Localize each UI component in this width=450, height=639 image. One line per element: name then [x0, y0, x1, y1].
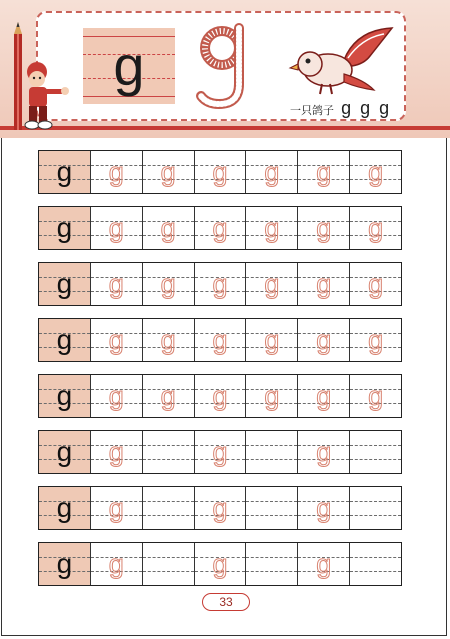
writing-cell[interactable] — [349, 263, 401, 305]
caption-letters: g g g — [341, 98, 392, 118]
model-glyph: g — [56, 548, 73, 579]
trace-glyph: g — [368, 381, 384, 411]
trace-glyph: g — [316, 157, 332, 187]
writing-cell[interactable] — [194, 375, 246, 417]
practice-row — [38, 542, 402, 586]
model-cell — [39, 151, 90, 193]
trace-glyph: g — [212, 493, 228, 523]
writing-cell[interactable] — [90, 263, 142, 305]
trace-glyph: g — [212, 269, 228, 299]
trace-glyph: g — [212, 437, 228, 467]
writing-cell[interactable] — [142, 263, 194, 305]
model-glyph: g — [56, 156, 73, 187]
writing-cell[interactable] — [142, 375, 194, 417]
trace-glyph: g — [108, 437, 124, 467]
boy-mascot-icon — [15, 62, 75, 132]
writing-cell[interactable] — [194, 207, 246, 249]
trace-glyph: g — [368, 157, 384, 187]
trace-glyph: g — [316, 381, 332, 411]
writing-cell[interactable] — [90, 151, 142, 193]
writing-cell[interactable] — [349, 151, 401, 193]
writing-cell[interactable] — [297, 207, 349, 249]
writing-cell[interactable] — [245, 431, 297, 473]
writing-cell[interactable] — [194, 151, 246, 193]
trace-glyph: g — [108, 549, 124, 579]
trace-glyph: g — [160, 381, 176, 411]
practice-row — [38, 150, 402, 194]
trace-glyph: g — [316, 549, 332, 579]
trace-glyph: g — [160, 325, 176, 355]
writing-cell[interactable] — [90, 487, 142, 529]
practice-row — [38, 318, 402, 362]
page-number-text: 33 — [219, 595, 233, 609]
trace-glyph: g — [212, 549, 228, 579]
model-glyph: g — [56, 436, 73, 467]
practice-row — [38, 374, 402, 418]
writing-cell[interactable] — [142, 319, 194, 361]
writing-cell[interactable] — [349, 319, 401, 361]
trace-glyph: g — [316, 437, 332, 467]
writing-cell[interactable] — [194, 431, 246, 473]
trace-glyph: g — [160, 269, 176, 299]
writing-cell[interactable] — [90, 543, 142, 585]
model-cell — [39, 487, 90, 529]
trace-glyph: g — [368, 325, 384, 355]
trace-glyph: g — [316, 269, 332, 299]
model-cell — [39, 319, 90, 361]
model-cell — [39, 375, 90, 417]
trace-glyph: g — [264, 381, 280, 411]
header-caption — [290, 98, 400, 119]
writing-cell[interactable] — [245, 319, 297, 361]
writing-cell[interactable] — [297, 375, 349, 417]
trace-glyph: g — [160, 157, 176, 187]
writing-cell[interactable] — [245, 487, 297, 529]
writing-cell[interactable] — [90, 207, 142, 249]
trace-glyph: g — [212, 157, 228, 187]
writing-cell[interactable] — [245, 151, 297, 193]
writing-cell[interactable] — [194, 487, 246, 529]
trace-glyph: g — [108, 493, 124, 523]
trace-glyph: g — [368, 269, 384, 299]
trace-glyph: g — [160, 213, 176, 243]
writing-cell[interactable] — [90, 319, 142, 361]
model-cell — [39, 207, 90, 249]
writing-cell[interactable] — [245, 543, 297, 585]
writing-cell[interactable] — [349, 543, 401, 585]
model-letter: g — [113, 34, 145, 97]
writing-cell[interactable] — [349, 207, 401, 249]
writing-cell[interactable] — [194, 319, 246, 361]
trace-glyph: g — [212, 325, 228, 355]
model-cell — [39, 543, 90, 585]
trace-glyph: g — [264, 325, 280, 355]
writing-cell[interactable] — [142, 207, 194, 249]
trace-glyph: g — [108, 157, 124, 187]
trace-glyph: g — [316, 325, 332, 355]
trace-glyph: g — [316, 493, 332, 523]
writing-cell[interactable] — [297, 263, 349, 305]
trace-glyph: g — [108, 269, 124, 299]
writing-cell[interactable] — [194, 543, 246, 585]
writing-cell[interactable] — [90, 431, 142, 473]
trace-glyph: g — [108, 381, 124, 411]
model-cell — [39, 263, 90, 305]
writing-cell[interactable] — [349, 487, 401, 529]
model-glyph: g — [56, 268, 73, 299]
writing-cell[interactable] — [297, 487, 349, 529]
writing-cell[interactable] — [297, 431, 349, 473]
model-glyph: g — [56, 380, 73, 411]
practice-row — [38, 486, 402, 530]
trace-glyph: g — [264, 213, 280, 243]
writing-cell[interactable] — [245, 375, 297, 417]
writing-cell[interactable] — [245, 207, 297, 249]
writing-cell[interactable] — [142, 431, 194, 473]
writing-cell[interactable] — [297, 151, 349, 193]
model-cell — [39, 431, 90, 473]
trace-glyph: g — [212, 213, 228, 243]
model-letter-box — [83, 28, 175, 104]
trace-glyph: g — [264, 269, 280, 299]
writing-cell[interactable] — [142, 487, 194, 529]
writing-cell[interactable] — [142, 151, 194, 193]
trace-glyph: g — [212, 381, 228, 411]
writing-cell[interactable] — [142, 543, 194, 585]
writing-cell[interactable] — [245, 263, 297, 305]
writing-cell[interactable] — [349, 431, 401, 473]
writing-cell[interactable] — [349, 375, 401, 417]
pigeon-icon — [286, 24, 398, 98]
trace-glyph: g — [108, 213, 124, 243]
writing-cell[interactable] — [90, 375, 142, 417]
practice-row — [38, 206, 402, 250]
model-glyph: g — [56, 212, 73, 243]
writing-cell[interactable] — [194, 263, 246, 305]
stroke-order-letter — [189, 8, 259, 118]
trace-glyph: g — [264, 157, 280, 187]
caption-chinese: 一只鸽子 — [290, 105, 334, 117]
practice-row — [38, 262, 402, 306]
model-glyph: g — [56, 492, 73, 523]
model-glyph: g — [56, 324, 73, 355]
trace-glyph: g — [368, 213, 384, 243]
page-number — [188, 592, 264, 612]
writing-cell[interactable] — [297, 319, 349, 361]
practice-row — [38, 430, 402, 474]
writing-cell[interactable] — [297, 543, 349, 585]
trace-glyph: g — [108, 325, 124, 355]
trace-glyph: g — [316, 213, 332, 243]
